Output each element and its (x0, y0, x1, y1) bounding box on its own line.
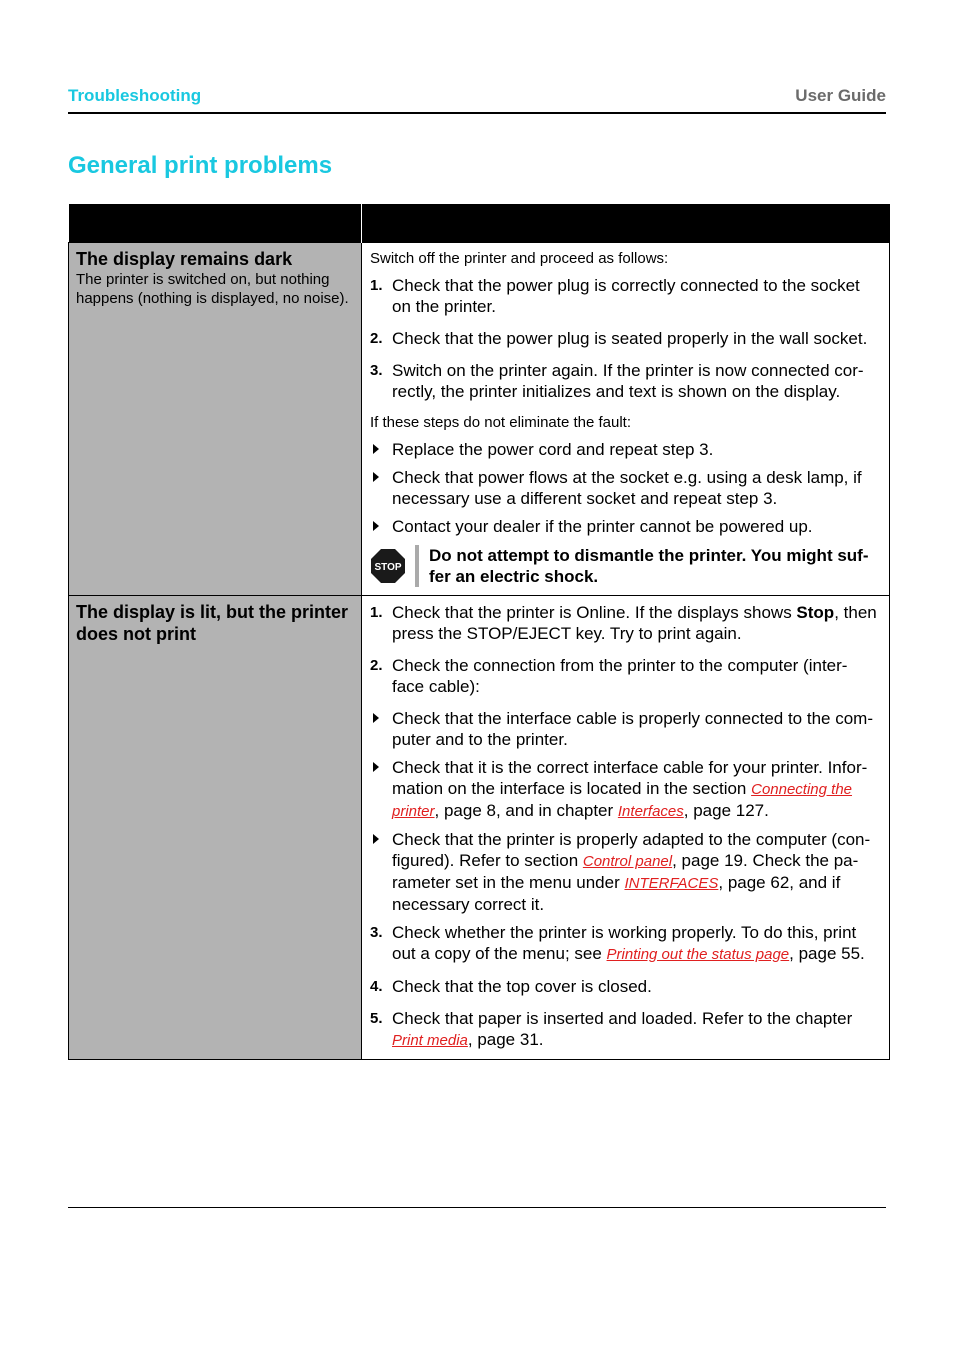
stop-sign-label: STOP (374, 562, 402, 573)
warning-block (370, 545, 881, 587)
table-row (69, 243, 890, 596)
warning-bar (415, 545, 419, 587)
step-item (370, 360, 881, 402)
step-text: Check that the printer is Online. If the displays shows (392, 603, 797, 622)
step-number: 3. (370, 362, 383, 379)
bullet-item (370, 757, 881, 822)
bullet-text: Check that power flows at the socket e.g. using a desk lamp, if necessary use a different socket and repeat step 3. (392, 468, 862, 508)
step-item (370, 976, 881, 997)
troubleshooting-table (68, 204, 890, 1060)
step-item (370, 922, 881, 965)
step-number: 5. (370, 1010, 383, 1027)
problem-description: The printer is switched on, but nothing happens (nothing is displayed, no noise). (76, 271, 349, 307)
footer-divider (68, 1207, 886, 1208)
step-text: Check whether the printer is working properly. To do this, print out a copy of the menu; see (392, 923, 857, 963)
solution-intro: Switch off the printer and proceed as follows: (370, 250, 669, 267)
link-connecting-the-printer[interactable]: Connecting the printer (392, 781, 853, 820)
triangle-bullet-icon (373, 444, 379, 454)
bullet-text: Replace the power cord and repeat step 3. (392, 440, 714, 459)
step-text: , then press the STOP/EJECT key. Try to print again. (392, 603, 877, 643)
step-number: 3. (370, 924, 383, 941)
step-item (370, 602, 881, 644)
step-item (370, 275, 881, 317)
step-text: Check that paper is inserted and loaded. Refer to the chapter (392, 1009, 853, 1028)
bullet-text: Check that the interface cable is properly connected to the com- puter and to the printer. (392, 709, 873, 749)
step-number: 1. (370, 277, 383, 294)
step-text: Check that the power plug is correctly connected to the socket on the printer. (392, 276, 860, 316)
table-header-row (69, 204, 890, 243)
solution-cell (362, 243, 890, 596)
step-number: 2. (370, 330, 383, 347)
step-number: 4. (370, 978, 383, 995)
bullet-text: Check that it is the correct interface cable for your printer. Infor- mation on the interface is located in the section (392, 758, 868, 798)
step-text: Switch on the printer again. If the printer is now connected cor- rectly, the printer initializes and text is shown on the display. (392, 361, 864, 401)
bullet-item (370, 439, 881, 460)
step-item (370, 1008, 881, 1051)
table-header-solution (362, 204, 890, 243)
page-header (68, 86, 886, 114)
problem-title: The display is lit, but the printer does not print (76, 602, 349, 644)
display-state-stop: Stop (796, 603, 835, 622)
warning-text: Do not attempt to dismantle the printer. You might suf- fer an electric shock. (429, 546, 869, 586)
step-text: , page 31. (467, 1030, 544, 1049)
link-interfaces[interactable]: Interfaces (617, 803, 684, 820)
step-item (370, 328, 881, 349)
table-header-problem (69, 204, 362, 243)
solution-cell (362, 596, 890, 1060)
bullet-item (370, 467, 881, 509)
triangle-bullet-icon (373, 521, 379, 531)
bullet-text: , page 8, and in chapter (434, 801, 618, 820)
link-interfaces-menu[interactable]: INTERFACES (624, 875, 719, 892)
step-number: 2. (370, 657, 383, 674)
bullet-item (370, 708, 881, 750)
bullet-text: Check that the printer is properly adapted to the computer (con- figured). Refer to section (392, 830, 871, 870)
step-item (370, 655, 881, 697)
bullet-text: Contact your dealer if the printer cannot be powered up. (392, 517, 813, 536)
stop-sign-icon (370, 548, 406, 584)
link-control-panel[interactable]: Control panel (582, 853, 673, 870)
step-text: Check the connection from the printer to the computer (inter- face cable): (392, 656, 848, 696)
problem-title: The display remains dark (76, 249, 293, 269)
bullet-text: , page 62, and if necessary correct it. (392, 873, 841, 914)
step-text: Check that the power plug is seated properly in the wall socket. (392, 329, 868, 348)
solution-note: If these steps do not eliminate the fault: (370, 414, 631, 431)
problem-cell (69, 243, 362, 596)
bullet-text: , page 19. Check the pa- rameter set in the menu under (392, 851, 859, 892)
triangle-bullet-icon (373, 834, 379, 844)
table-row (69, 596, 890, 1060)
section-title: Troubleshooting (68, 86, 202, 105)
triangle-bullet-icon (373, 472, 379, 482)
bullet-item (370, 516, 881, 537)
step-text: , page 55. (789, 944, 865, 963)
triangle-bullet-icon (373, 713, 379, 723)
triangle-bullet-icon (373, 762, 379, 772)
bullet-text: , page 127. (683, 801, 769, 820)
link-printing-out-status-page[interactable]: Printing out the status page (606, 946, 790, 963)
document-title: User Guide (795, 86, 886, 105)
problem-cell (69, 596, 362, 1060)
step-number: 1. (370, 604, 383, 621)
bullet-item (370, 829, 881, 915)
link-print-media[interactable]: Print media (392, 1032, 468, 1049)
page-title: General print problems (68, 152, 333, 179)
step-text: Check that the top cover is closed. (392, 977, 652, 996)
